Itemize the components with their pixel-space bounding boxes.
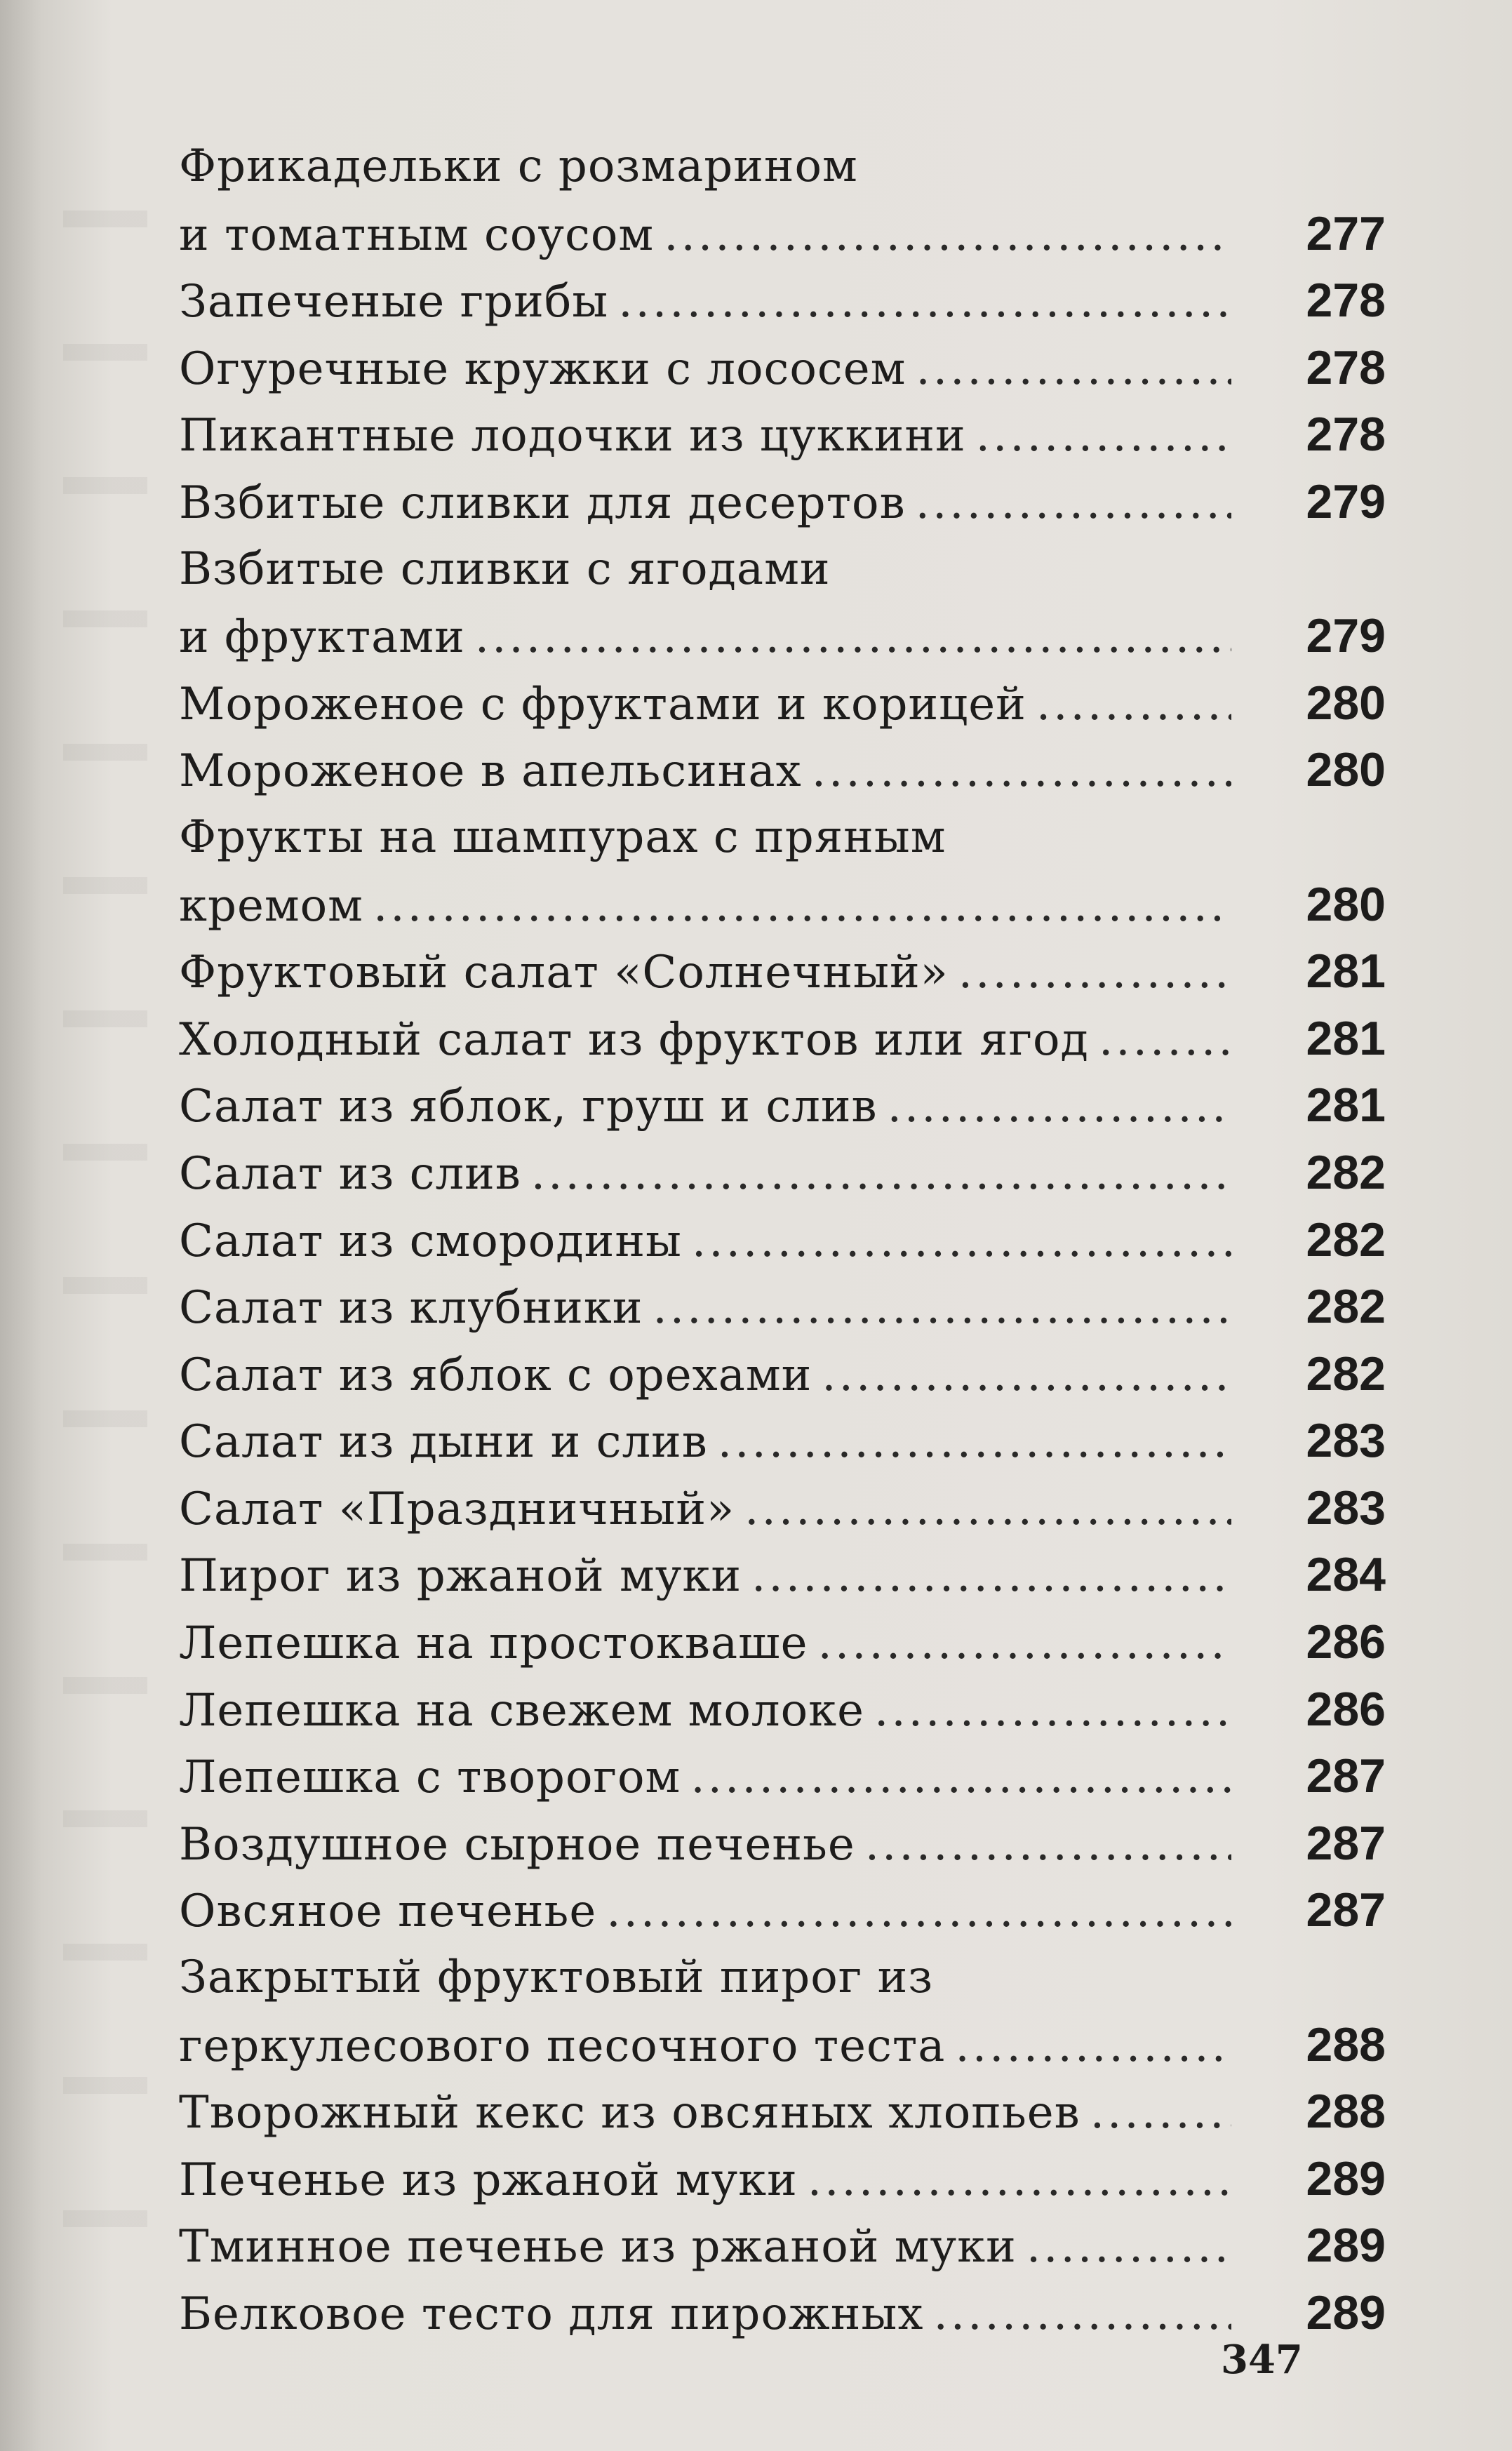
dot-leader bbox=[751, 1543, 1231, 1610]
dot-leader bbox=[618, 269, 1231, 336]
toc-entry bbox=[179, 1542, 1386, 1609]
toc-entry-line bbox=[179, 2280, 1386, 2347]
dot-leader bbox=[475, 604, 1231, 672]
toc-entry-line bbox=[179, 1944, 1386, 2012]
toc-entry-page: 281 bbox=[1306, 944, 1386, 999]
dot-leader bbox=[653, 1275, 1231, 1342]
toc-entry-title: Фрукты на шампурах с пряным bbox=[179, 810, 946, 863]
dot-leader bbox=[690, 1744, 1231, 1812]
toc-entry-line bbox=[179, 938, 1386, 1006]
toc-entry-title: Фрикадельки с розмарином bbox=[179, 140, 858, 192]
toc-entry-title: Лепешка на простокваше bbox=[179, 1617, 808, 1670]
dot-leader bbox=[955, 2013, 1231, 2081]
toc-entry bbox=[179, 2146, 1386, 2213]
toc-entry bbox=[179, 737, 1386, 804]
dot-leader bbox=[531, 1141, 1231, 1208]
toc-entry-line bbox=[179, 1408, 1386, 1475]
toc-entry-page: 278 bbox=[1306, 408, 1386, 462]
toc-entry-line bbox=[179, 536, 1386, 603]
toc-entry-line bbox=[179, 2212, 1386, 2280]
toc-entry-line bbox=[179, 1207, 1386, 1274]
toc-entry bbox=[179, 536, 1386, 670]
toc-entry-page: 283 bbox=[1306, 1414, 1386, 1468]
dot-leader bbox=[606, 1878, 1231, 1946]
toc-entry-page: 278 bbox=[1306, 274, 1386, 328]
toc-entry-line bbox=[179, 871, 1386, 939]
toc-entry-line bbox=[179, 201, 1386, 268]
toc-entry-line bbox=[179, 1475, 1386, 1542]
toc-entry-title: и томатным соусом bbox=[179, 208, 655, 261]
toc-entry-title: Лепешка на свежем молоке bbox=[179, 1684, 864, 1737]
toc-entry-page: 282 bbox=[1306, 1145, 1386, 1199]
toc-entry-line bbox=[179, 1274, 1386, 1341]
toc-entry bbox=[179, 1341, 1386, 1408]
toc-entry bbox=[179, 1408, 1386, 1475]
toc-entry-page: 279 bbox=[1306, 609, 1386, 663]
dot-leader bbox=[1026, 2214, 1231, 2281]
toc-entry bbox=[179, 2078, 1386, 2146]
toc-entry-line bbox=[179, 335, 1386, 402]
toc-entry-title: Пирог из ржаной муки bbox=[179, 1550, 742, 1603]
dot-leader bbox=[718, 1409, 1231, 1476]
toc-entry-line bbox=[179, 2012, 1386, 2079]
toc-entry bbox=[179, 2280, 1386, 2347]
toc-entry bbox=[179, 1207, 1386, 1274]
toc-entry-title: Салат из яблок с орехами bbox=[179, 1349, 812, 1401]
toc-entry-page: 288 bbox=[1306, 2017, 1386, 2071]
table-of-contents bbox=[179, 133, 1386, 2347]
toc-entry-page: 277 bbox=[1306, 206, 1386, 260]
toc-entry-page: 282 bbox=[1306, 1347, 1386, 1401]
toc-entry-title: Лепешка с творогом bbox=[179, 1751, 681, 1804]
toc-entry-title: Воздушное сырное печенье bbox=[179, 1818, 855, 1871]
toc-entry bbox=[179, 469, 1386, 536]
toc-entry-line bbox=[179, 1542, 1386, 1609]
toc-entry bbox=[179, 1475, 1386, 1542]
toc-entry bbox=[179, 938, 1386, 1006]
toc-entry bbox=[179, 1944, 1386, 2078]
toc-entry bbox=[179, 1877, 1386, 1944]
toc-entry-title: Салат из дыни и слив bbox=[179, 1416, 708, 1469]
toc-entry-title: Тминное печенье из ржаной муки bbox=[179, 2221, 1017, 2273]
toc-entry-page: 278 bbox=[1306, 340, 1386, 394]
toc-entry-title: Салат из яблок, груш и слив bbox=[179, 1081, 878, 1133]
toc-entry-title: Запеченые грибы bbox=[179, 276, 609, 328]
toc-entry-page: 280 bbox=[1306, 676, 1386, 730]
toc-entry-line bbox=[179, 1609, 1386, 1676]
toc-entry-page: 279 bbox=[1306, 474, 1386, 528]
toc-entry bbox=[179, 1743, 1386, 1810]
toc-entry-title: Фруктовый салат «Солнечный» bbox=[179, 947, 949, 999]
toc-entry-title: Огуречные кружки с лососем bbox=[179, 342, 906, 395]
toc-entry-line bbox=[179, 401, 1386, 469]
toc-entry bbox=[179, 1609, 1386, 1676]
toc-entry-title: Салат из клубники bbox=[179, 1282, 643, 1335]
toc-entry-title: Овсяное печенье bbox=[179, 1885, 597, 1938]
toc-entry-line bbox=[179, 1676, 1386, 1744]
toc-entry-line bbox=[179, 267, 1386, 335]
toc-entry bbox=[179, 670, 1386, 737]
dot-leader bbox=[822, 1342, 1231, 1410]
toc-entry bbox=[179, 1676, 1386, 1744]
toc-entry-title: Пикантные лодочки из цуккини bbox=[179, 410, 966, 462]
toc-entry bbox=[179, 1810, 1386, 1878]
show-through-text bbox=[63, 168, 147, 2273]
toc-entry bbox=[179, 1072, 1386, 1140]
dot-leader bbox=[373, 873, 1231, 940]
toc-entry-title: Печенье из ржаной муки bbox=[179, 2153, 798, 2206]
dot-leader bbox=[888, 1074, 1231, 1141]
toc-entry-page: 282 bbox=[1306, 1213, 1386, 1267]
toc-entry bbox=[179, 1140, 1386, 1207]
dot-leader bbox=[808, 2147, 1231, 2215]
toc-entry-title: Холодный салат из фруктов или ягод bbox=[179, 1013, 1089, 1066]
dot-leader bbox=[958, 940, 1231, 1007]
toc-entry-line bbox=[179, 737, 1386, 804]
toc-entry-page: 289 bbox=[1306, 2151, 1386, 2205]
toc-entry-title: и фруктами bbox=[179, 611, 465, 664]
toc-entry-title: Салат из слив bbox=[179, 1147, 521, 1200]
toc-entry bbox=[179, 804, 1386, 938]
toc-entry-page: 289 bbox=[1306, 2219, 1386, 2273]
dot-leader bbox=[1036, 672, 1231, 739]
dot-leader bbox=[976, 403, 1231, 470]
toc-entry bbox=[179, 335, 1386, 402]
dot-leader bbox=[916, 336, 1231, 403]
dot-leader bbox=[744, 1476, 1231, 1544]
toc-entry-page: 280 bbox=[1306, 877, 1386, 931]
toc-entry-line bbox=[179, 1743, 1386, 1810]
toc-entry bbox=[179, 1274, 1386, 1341]
toc-entry-line bbox=[179, 469, 1386, 536]
toc-entry-page: 283 bbox=[1306, 1481, 1386, 1535]
toc-entry bbox=[179, 133, 1386, 267]
toc-entry-page: 280 bbox=[1306, 743, 1386, 797]
toc-entry-title: Салат «Праздничный» bbox=[179, 1483, 735, 1535]
toc-entry-page: 287 bbox=[1306, 1883, 1386, 1937]
toc-entry-title: кремом bbox=[179, 879, 363, 932]
dot-leader bbox=[933, 2281, 1231, 2349]
toc-entry-title: геркулесового песочного теста bbox=[179, 2019, 946, 2072]
toc-entry-line bbox=[179, 603, 1386, 670]
dot-leader bbox=[916, 470, 1231, 537]
toc-entry-page: 281 bbox=[1306, 1078, 1386, 1133]
toc-entry-page: 281 bbox=[1306, 1011, 1386, 1065]
toc-entry-page: 282 bbox=[1306, 1280, 1386, 1334]
toc-entry-page: 288 bbox=[1306, 2085, 1386, 2139]
toc-entry-line bbox=[179, 1810, 1386, 1878]
dot-leader bbox=[812, 738, 1231, 806]
toc-entry-page: 287 bbox=[1306, 1816, 1386, 1870]
toc-entry-line bbox=[179, 1006, 1386, 1073]
toc-entry-title: Мороженое с фруктами и корицей bbox=[179, 678, 1026, 730]
toc-entry-line bbox=[179, 1072, 1386, 1140]
toc-entry-line bbox=[179, 1341, 1386, 1408]
toc-entry-page: 289 bbox=[1306, 2286, 1386, 2339]
toc-entry-title: Взбитые сливки с ягодами bbox=[179, 542, 831, 595]
toc-entry-title: Творожный кекс из овсяных хлопьев bbox=[179, 2087, 1081, 2139]
dot-leader bbox=[1099, 1007, 1231, 1074]
toc-entry bbox=[179, 1006, 1386, 1073]
toc-entry-title: Салат из смородины bbox=[179, 1215, 682, 1267]
toc-entry-line bbox=[179, 2146, 1386, 2213]
dot-leader bbox=[865, 1812, 1231, 1879]
toc-entry-line bbox=[179, 804, 1386, 871]
toc-entry-page: 286 bbox=[1306, 1615, 1386, 1669]
toc-entry-line bbox=[179, 1877, 1386, 1944]
dot-leader bbox=[817, 1610, 1231, 1678]
toc-entry-line bbox=[179, 133, 1386, 201]
dot-leader bbox=[1090, 2080, 1231, 2147]
dot-leader bbox=[874, 1678, 1231, 1745]
dot-leader bbox=[692, 1208, 1231, 1276]
toc-entry-title: Закрытый фруктовый пирог из bbox=[179, 1951, 934, 2004]
page-number: 347 bbox=[1221, 2337, 1303, 2383]
toc-entry-title: Взбитые сливки для десертов bbox=[179, 476, 906, 529]
toc-entry-line bbox=[179, 670, 1386, 737]
toc-entry-page: 286 bbox=[1306, 1682, 1386, 1736]
dot-leader bbox=[664, 202, 1231, 269]
toc-entry-page: 287 bbox=[1306, 1749, 1386, 1803]
toc-entry-title: Белковое тесто для пирожных bbox=[179, 2288, 924, 2340]
toc-entry-title: Мороженое в апельсинах bbox=[179, 745, 802, 798]
toc-entry-line bbox=[179, 1140, 1386, 1207]
toc-entry bbox=[179, 401, 1386, 469]
toc-entry-page: 284 bbox=[1306, 1548, 1386, 1602]
toc-entry bbox=[179, 267, 1386, 335]
toc-entry bbox=[179, 2212, 1386, 2280]
toc-entry-line bbox=[179, 2078, 1386, 2146]
